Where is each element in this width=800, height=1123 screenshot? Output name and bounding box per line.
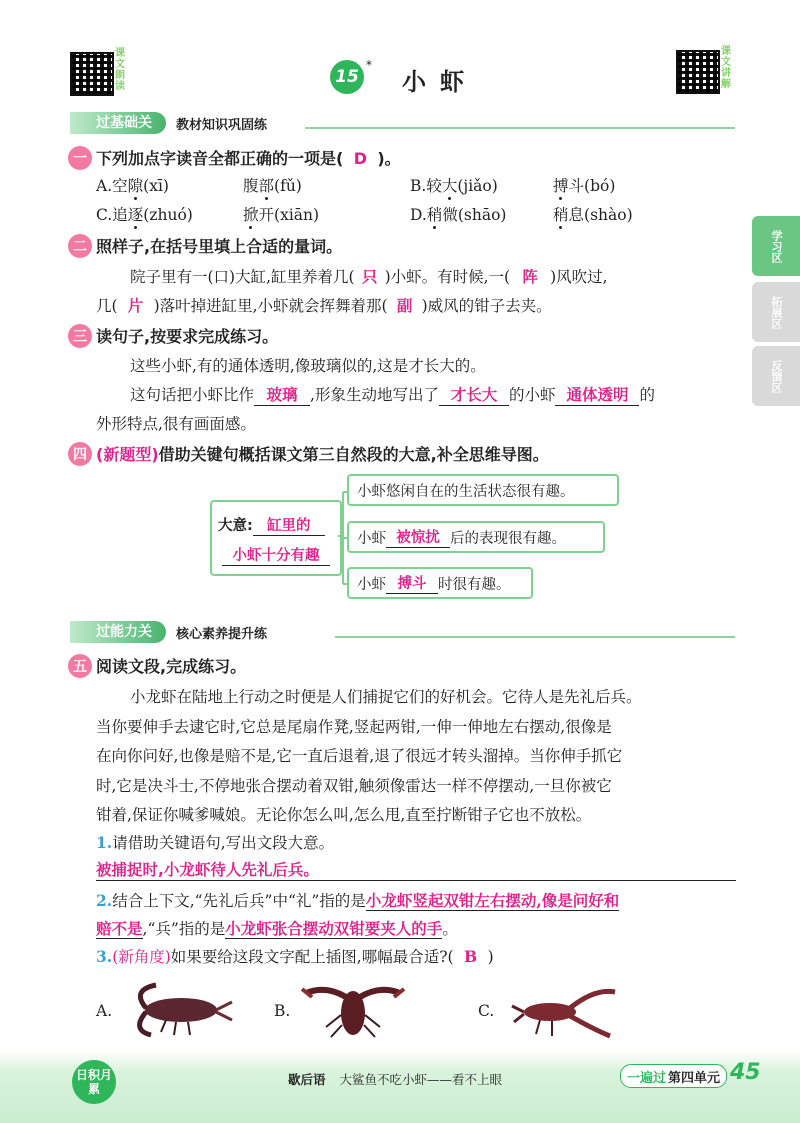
text: 的小虾 — [508, 386, 556, 404]
question-badge: 四 — [68, 442, 92, 466]
saying-text: 大鲨鱼不吃小虾——看不上眼 — [339, 1072, 503, 1087]
sub-number: 1. — [96, 833, 113, 852]
text: ,形象生动地写出了 — [310, 386, 439, 404]
q2-line2 — [96, 294, 552, 316]
option-char: 息 — [568, 206, 585, 224]
q5-passage — [96, 683, 736, 831]
sub-number: 2. — [96, 891, 113, 910]
answer: 副 — [396, 296, 413, 315]
side-tab-feedback[interactable]: 反馈区 — [752, 346, 800, 406]
answer: 小龙虾竖起双钳左右摆动,像是问好和 — [365, 891, 620, 910]
text: 。 — [442, 920, 458, 938]
pinyin: (jiǎo) — [457, 177, 498, 195]
question-badge: 五 — [68, 654, 92, 678]
q5-sub2 — [96, 887, 746, 943]
option-char: 腹 — [243, 177, 259, 195]
image-label-b: B. — [274, 1002, 291, 1020]
q3-prompt: 读句子,按要求完成练习。 — [96, 327, 279, 346]
mindmap-branch-2 — [347, 521, 605, 553]
text: )小虾。有时候,一( — [384, 268, 511, 286]
text: 后的表现很有趣。 — [450, 530, 566, 547]
pinyin: (xī) — [143, 177, 169, 195]
q1-option-d2 — [553, 203, 633, 225]
main-label: 大意: — [218, 518, 253, 534]
option-char: 追 — [112, 206, 128, 224]
option-char: 斗 — [568, 177, 585, 195]
passage-line: 时,它是决斗士,不停地张合摆动着双钳,触须像雷达一样不停摆动,一旦你被它 — [96, 776, 612, 795]
passage-line: 小龙虾在陆地上行动之时便是人们捕捉它们的好机会。它待人是先礼后兵。 — [130, 688, 642, 706]
dotted-char: 逐 — [127, 206, 144, 224]
lesson-number-badge: 15 — [330, 60, 364, 94]
main-answer-2: 小虾十分有趣 — [222, 544, 330, 566]
answer: B — [464, 947, 478, 966]
section-subtitle: 核心素养提升练 — [176, 626, 268, 642]
q2-prompt: 照样子,在括号里填上合适的量词。 — [96, 237, 343, 256]
main-node-line1 — [218, 514, 325, 536]
q3-line3: 外形特点,很有画面感。 — [96, 415, 256, 433]
question-badge: 三 — [68, 324, 92, 348]
q1-prompt-end: )。 — [377, 149, 401, 168]
dotted-char: 部 — [258, 177, 275, 195]
pinyin: (fǔ) — [274, 177, 302, 195]
text: 这句话把小虾比作 — [130, 386, 255, 404]
pinyin: (shào) — [584, 206, 633, 224]
dotted-char: 掀 — [243, 206, 259, 224]
qr-code-explain[interactable] — [676, 50, 720, 94]
answer: 赔不是 — [96, 919, 143, 938]
q3-line2 — [130, 383, 655, 406]
q1-option-c2 — [243, 203, 319, 225]
dotted-char: 大 — [441, 177, 458, 195]
dotted-char: 稍 — [553, 206, 569, 224]
pinyin: (zhuó) — [143, 206, 193, 224]
option-char: 较 — [426, 177, 442, 195]
new-angle-tag: (新角度) — [112, 948, 171, 966]
q4-prompt-text: 借助关键句概括课文第三自然段的大意,补全思维导图。 — [158, 445, 549, 464]
q1-prompt-text: 下列加点字读音全都正确的一项是( — [96, 149, 344, 168]
crayfish-image-c[interactable] — [510, 978, 620, 1043]
dotted-char: 稍 — [426, 206, 443, 224]
sub-number: 3. — [96, 947, 113, 966]
answer: 小龙虾张合摆动双钳要夹人的手 — [225, 919, 443, 938]
qr-right-label: 课文讲解 — [721, 46, 731, 90]
image-label-a: A. — [96, 1002, 113, 1020]
saying-label: 歇后语 — [288, 1072, 326, 1087]
text: 的 — [639, 386, 655, 404]
dotted-char: 隙 — [127, 177, 144, 195]
q3-sentence: 这些小虾,有的通体透明,像玻璃似的,这是才长大的。 — [130, 357, 486, 375]
pinyin: (bó) — [584, 177, 616, 195]
option-char: 空 — [112, 177, 128, 195]
q1-option-c — [96, 203, 193, 225]
answer: 被惊扰 — [386, 526, 450, 548]
answer: 通体透明 — [555, 383, 639, 406]
qr-code-reading[interactable] — [70, 52, 114, 96]
q5-sub3 — [96, 945, 494, 967]
option-label: A. — [96, 177, 113, 195]
lesson-star: * — [366, 58, 372, 72]
mindmap-branch-1: 小虾悠闲自在的生活状态很有趣。 — [347, 474, 619, 506]
qr-left-label: 课文朗读 — [115, 48, 125, 92]
text: 时很有趣。 — [438, 576, 511, 593]
dotted-char: 搏 — [553, 177, 569, 195]
q1-answer: D — [353, 149, 367, 168]
text: 小虾 — [357, 576, 386, 593]
main-answer: 缸里的 — [253, 514, 325, 536]
crayfish-image-a[interactable] — [126, 980, 236, 1040]
text: 院子里有一(口)大缸,缸里养着几( — [130, 268, 355, 286]
passage-line: 在向你问好,也像是赔不是,它一直后退着,退了很远才转头溜掉。当你伸手抓它 — [96, 747, 623, 765]
q1-option-b2 — [553, 174, 615, 196]
section-subtitle: 教材知识巩固练 — [176, 117, 268, 133]
question-badge: 二 — [68, 234, 92, 258]
q2-line1 — [130, 265, 608, 287]
q1-option-a2 — [243, 174, 302, 196]
text: )落叶掉进缸里,小虾就会挥舞着那( — [153, 297, 388, 315]
option-label: D. — [410, 206, 427, 224]
sub-question: ,“兵”指的是 — [142, 920, 226, 938]
option-label: C. — [96, 206, 113, 224]
q1-option-a — [96, 174, 169, 196]
crayfish-image-b[interactable] — [296, 975, 411, 1045]
page-number: 45 — [730, 1060, 761, 1085]
sub-question: 结合上下文,“先礼后兵”中“礼”指的是 — [112, 892, 366, 910]
page-title: 小虾 — [402, 68, 478, 96]
image-label-c: C. — [478, 1002, 495, 1020]
question-badge: 一 — [68, 146, 92, 170]
answer: 搏斗 — [386, 572, 438, 594]
footer-saying — [288, 1070, 502, 1088]
answer: 片 — [127, 296, 144, 315]
section-banner-ability — [70, 621, 267, 643]
sub-question: 请借助关键语句,写出文段大意。 — [112, 834, 335, 852]
option-char: 微 — [442, 206, 458, 224]
q1-prompt — [96, 146, 401, 169]
text: 小虾 — [357, 530, 386, 547]
sub-question: 如果要给这段文字配上插图,哪幅最合适?( — [170, 948, 454, 966]
text: )风吹过, — [550, 268, 608, 286]
answer: 只 — [361, 267, 378, 286]
pinyin: (shāo) — [457, 206, 507, 224]
divider — [335, 636, 735, 638]
passage-line: 钳着,保证你喊爹喊娘。无论你怎么叫,怎么甩,直至拧断钳子它也不放松。 — [96, 806, 592, 824]
section-tag: 过能力关 — [70, 621, 166, 643]
answer: 才长大 — [439, 383, 509, 406]
unit-label — [620, 1064, 727, 1088]
new-type-tag: (新题型) — [96, 445, 159, 464]
text: 几( — [96, 297, 118, 315]
divider — [305, 127, 735, 129]
unit-name: 第四单元 — [668, 1070, 721, 1086]
side-tab-expand[interactable]: 拓展区 — [752, 282, 800, 342]
option-label: B. — [410, 177, 427, 195]
q5-prompt: 阅读文段,完成练习。 — [96, 657, 247, 676]
q5-sub1-answer: 被捕捉时,小龙虾待人先礼后兵。 — [96, 858, 736, 881]
mindmap-main-node — [210, 500, 342, 576]
answer: 玻璃 — [254, 383, 310, 406]
section-tag: 过基础关 — [70, 112, 166, 134]
option-char: 开 — [258, 206, 275, 224]
daily-accumulation-badge: 日积月累 — [72, 1060, 116, 1104]
pinyin: (xiān) — [274, 206, 320, 224]
section-banner-basic — [70, 112, 267, 134]
q1-option-b — [410, 174, 498, 196]
brand-name: 一遍过 — [627, 1070, 667, 1086]
answer: 阵 — [522, 267, 538, 286]
mindmap-branch-3 — [347, 567, 533, 599]
q5-sub1 — [96, 831, 334, 853]
q1-option-d — [410, 203, 506, 225]
q4-prompt — [96, 442, 549, 465]
passage-line: 当你要伸手去逮它时,它总是尾扇作凳,竖起两钳,一伸一伸地左右摆动,很像是 — [96, 717, 612, 736]
side-tab-study[interactable]: 学习区 — [752, 216, 800, 276]
text: )威风的钳子去夹。 — [421, 297, 552, 315]
text: ) — [487, 948, 494, 966]
